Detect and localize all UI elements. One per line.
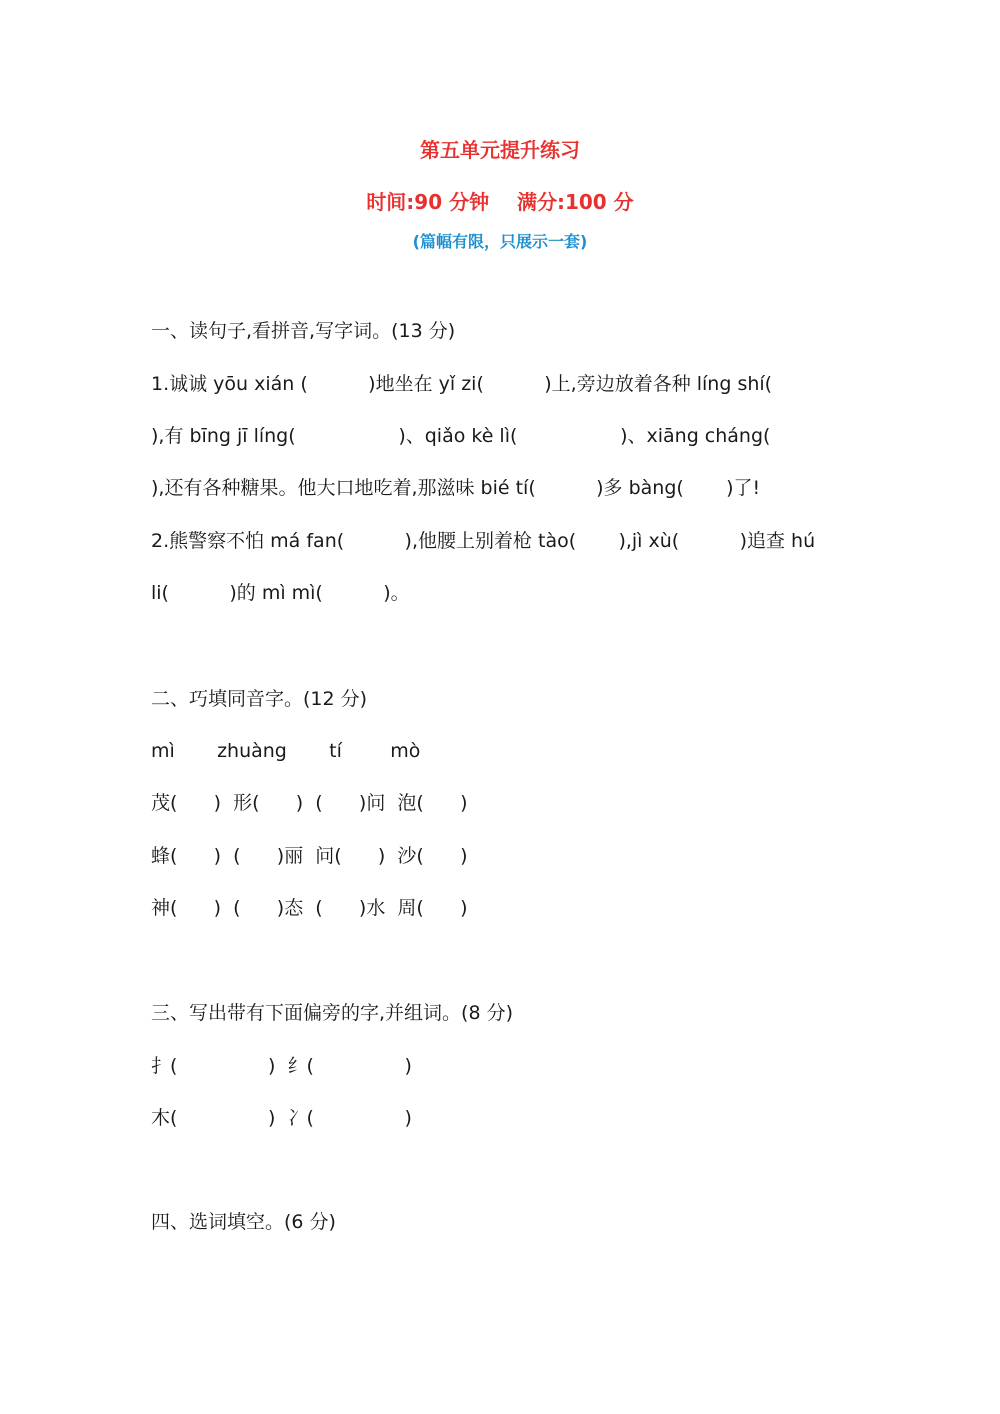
section-4-heading: 四、选词填空。(6 分) xyxy=(151,1211,336,1233)
section-2-row-3: 神( ) ( )态 ( )水 周( ) xyxy=(151,897,468,919)
section-1-line-1: 1.诚诚 yōu xián ( )地坐在 yǐ zi( )上,旁边放着各种 líng shí( xyxy=(151,373,773,395)
exam-info: 时间:90 分钟 满分:100 分 xyxy=(366,190,634,214)
page-note: (篇幅有限，只展示一套) xyxy=(412,232,588,251)
section-2-row-1: 茂( ) 形( ) ( )问 泡( ) xyxy=(151,792,468,814)
section-1-line-2: ),有 bīng jī líng( )、qiǎo kè lì( )、xiāng cháng( xyxy=(151,425,771,447)
section-1-line-3: ),还有各种糖果。他大口地吃着,那滋味 bié tí( )多 bàng( )了! xyxy=(151,477,761,499)
section-3-row-2: 木( ) 冫( ) xyxy=(151,1107,412,1129)
section-1-line-5: li( )的 mì mì( )。 xyxy=(151,582,410,604)
section-2-pinyin-row: mì zhuàng tí mò xyxy=(151,740,421,762)
section-1-line-4: 2.熊警察不怕 má fan( ),他腰上别着枪 tào( ),jì xù( )追查 hú xyxy=(151,530,816,552)
section-3-heading: 三、写出带有下面偏旁的字,并组词。(8 分) xyxy=(151,1002,513,1024)
page-title: 第五单元提升练习 xyxy=(420,138,580,162)
section-2-row-2: 蜂( ) ( )丽 问( ) 沙( ) xyxy=(151,845,468,867)
section-3-row-1: 扌( ) 纟( ) xyxy=(151,1055,412,1077)
section-2-heading: 二、巧填同音字。(12 分) xyxy=(151,688,368,710)
section-1-heading: 一、读句子,看拼音,写字词。(13 分) xyxy=(151,320,456,342)
